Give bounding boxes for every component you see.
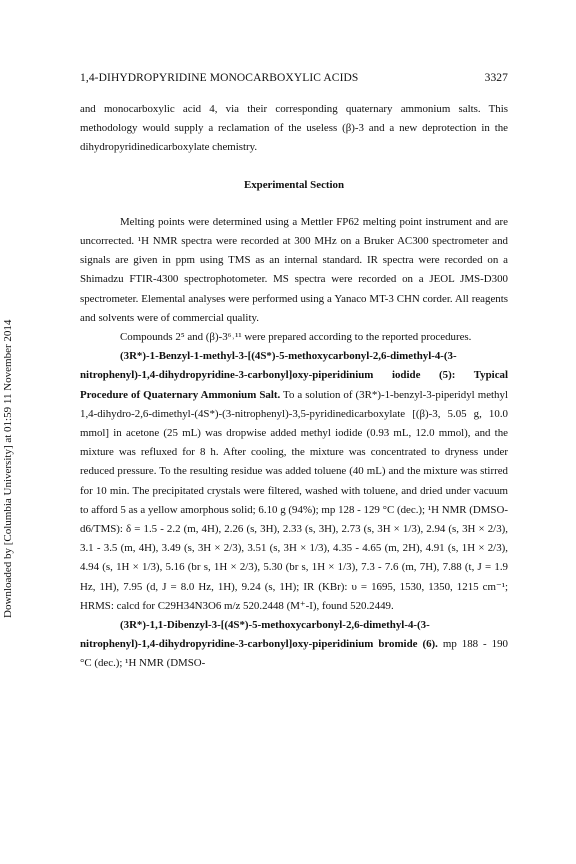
general-methods-paragraph: Melting points were determined using a Mettler FP62 melting point instrument and are uncorrected. ¹H NMR spectra were recorded at 300 MHz on a Bruker AC300 spectrometer and signals are given in ppm using TMS as an internal standard. IR spectra were recorded on a Shimadzu FTIR-4300 spectrophotometer. MS spectra were recorded on a JEOL JMS-D300 spectrometer. Elemental analyses were performed using a Yanaco MT-3 CHN corder. All reagents and solvents were of commercial quality. (80, 215, 508, 324)
compound-6-heading: (3R*)-1,1-Dibenzyl-3-[(4S*)-5-methoxycarbonyl-2,6-dimethyl-4-(3-nitrophenyl)-1,4-dihydropyridine-3-carbonyl]oxy-piperidinium bromide (6). (80, 619, 438, 651)
starting-materials-paragraph: Compounds 2⁵ and (β)-3⁶˒¹¹ were prepared according to the reported procedures. (120, 331, 472, 344)
compound-5-heading: (3R*)-1-Benzyl-1-methyl-3-[(4S*)-5-methoxycarbonyl-2,6-dimethyl-4-(3-nitrophenyl)-1,4-dihydropyridine-3-carbonyl]oxy-piperidinium iodide (5): Typical Procedure of Quaternary Ammonium Salt. (80, 350, 508, 401)
compound-6-paragraph (80, 616, 508, 674)
intro-paragraph: and monocarboxylic acid 4, via their corresponding quaternary ammonium salts. This methodology would supply a reclamation of the useless (β)-3 and a new deprotection in the dihydropyridinedicarboxylate chemistry. (80, 103, 508, 154)
download-watermark: Downloaded by [Columbia University] at 01:59 11 November 2014 (2, 319, 14, 618)
page-number: 3327 (484, 72, 508, 84)
article-body (80, 100, 508, 674)
running-title: 1,4-DIHYDROPYRIDINE MONOCARBOXYLIC ACIDS (80, 72, 359, 84)
compound-6-body: mp 188 - 190 °C (dec.); ¹H NMR (DMSO- (80, 638, 508, 670)
section-heading: Experimental Section (243, 178, 345, 191)
compound-5-paragraph (80, 347, 508, 616)
compound-5-body: To a solution of (3R*)-1-benzyl-3-piperidyl methyl 1,4-dihydro-2,6-dimethyl-(4S*)-(3-nitrophenyl)-3,5-pyridinedicarboxylate [(β)-3, 5.05 g, 10.0 mmol] in acetone (25 mL) was dropwise added methyl iodide (0.93 mL, 12.0 mmol), and the mixture was refluxed for 8 h. After cooling, the mixture was concentrated to dryness under reduced pressure. To the resulting residue was added toluene (40 mL) and the mixture was stirred for 10 min. The precipitated crystals were filtered, washed with toluene, and dried under vacuum to afford 5 as a yellow amorphous solid; 6.10 g (94%); mp 128 - 129 °C (dec.); ¹H NMR (DMSO-d6/TMS): δ = 1.5 - 2.2 (m, 4H), 2.26 (s, 3H), 2.33 (s, 3H), 2.73 (s, 3H × 1/3), 2.94 (s, 3H × 2/3), 3.1 - 3.5 (m, 4H), 3.49 (s, 3H × 2/3), 3.51 (s, 3H × 1/3), 4.35 - 4.65 (m, 2H), 4.91 (s, 1H × 2/3), 4.94 (s, 1H × 1/3), 5.16 (br s, 1H × 2/3), 5.30 (br s, 1H × 1/3), 7.3 - 7.6 (m, 7H), 7.88 (t, J = 1.9 Hz, 1H), 7.95 (d, J = 8.0 Hz, 1H), 9.24 (s, 1H); IR (KBr): υ = 1695, 1530, 1350, 1215 cm⁻¹; HRMS: calcd for C29H34N3O6 m/z 520.2448 (M⁺-I), found 520.2449. (80, 388, 508, 612)
